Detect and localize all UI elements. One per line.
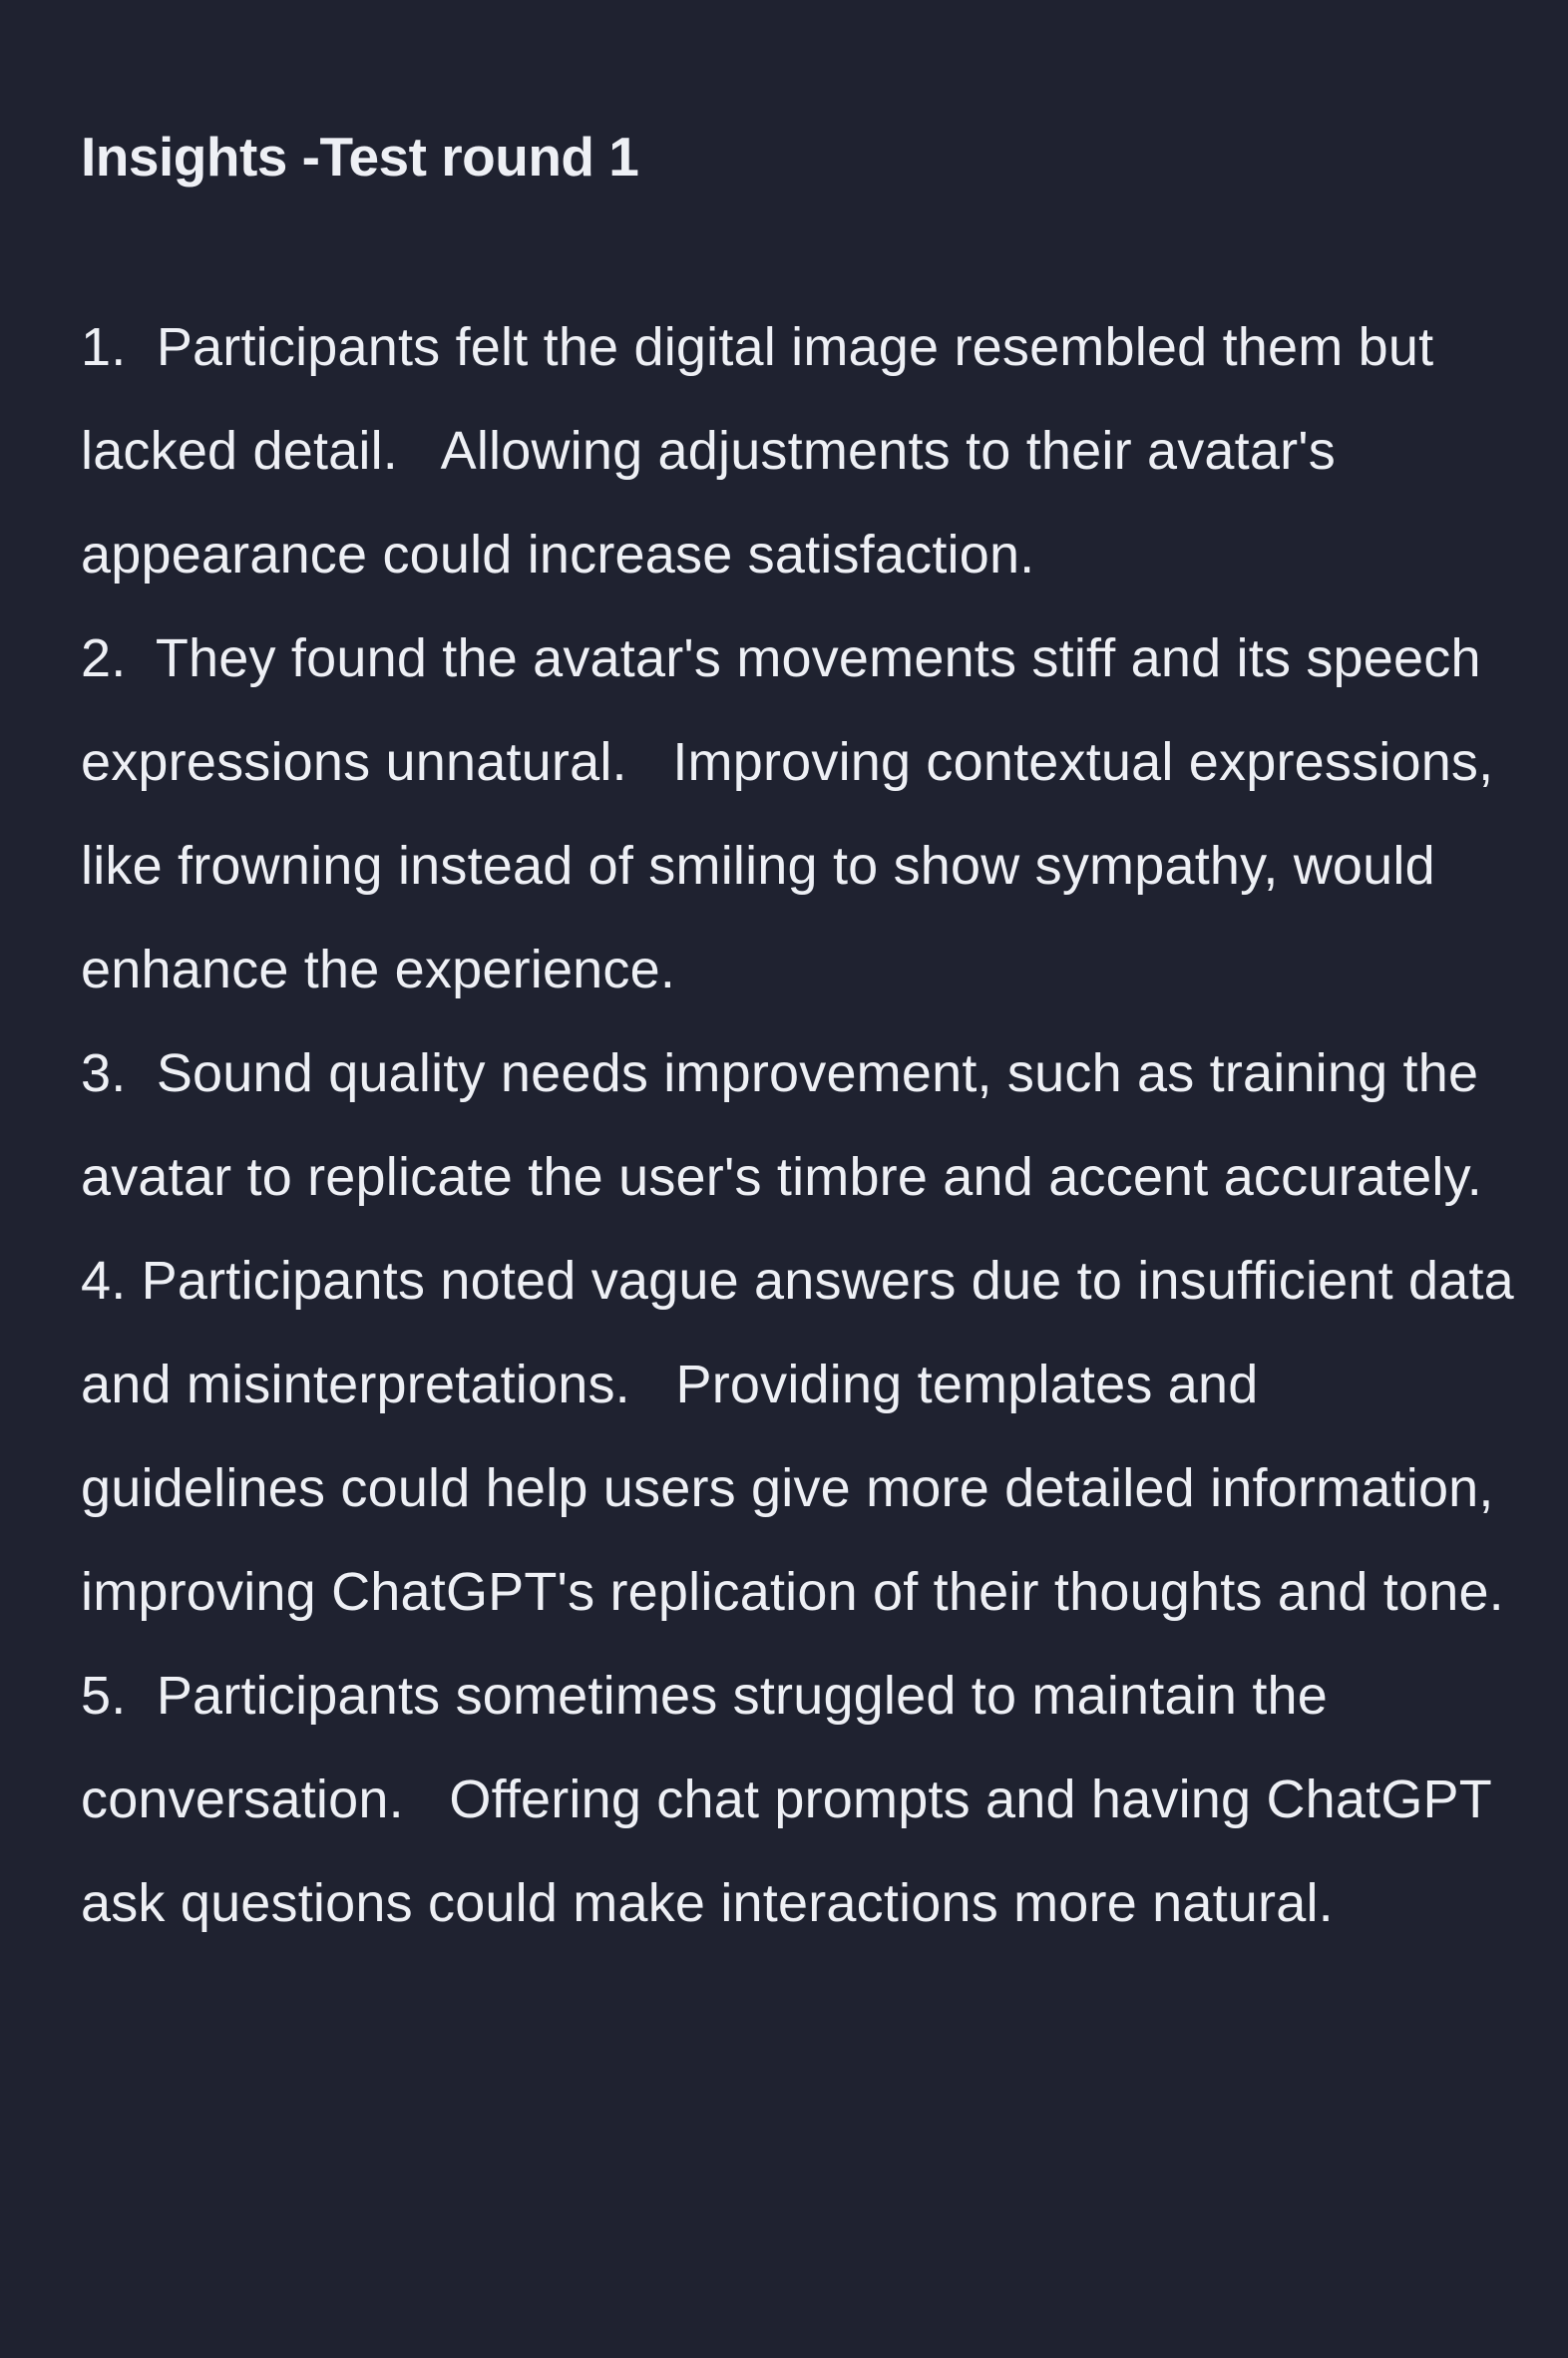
insights-list <box>81 295 1530 1955</box>
page-title: Insights -Test round 1 <box>81 126 639 188</box>
insight-item-4: 4. Participants noted vague answers due to insufficient data and misinterpretations. Providing templates and guidelines could help users give more detailed information, improving ChatGPT's replication of their thoughts and tone. <box>81 1251 1530 1622</box>
insight-item-5: 5. Participants sometimes struggled to maintain the conversation. Offering chat prompts and having ChatGPT ask questions could make interactions more natural. <box>81 1666 1507 1933</box>
insight-item-3: 3. Sound quality needs improvement, such as training the avatar to replicate the user's timbre and accent accurately. <box>81 1043 1494 1207</box>
insight-item-2: 2. They found the avatar's movements stiff and its speech expressions unnatural. Improving contextual expressions, like frowning instead of smiling to show sympathy, would enhance the experience. <box>81 628 1509 999</box>
insight-item-1: 1. Participants felt the digital image resembled them but lacked detail. Allowing adjustments to their avatar's appearance could increase satisfaction. <box>81 317 1449 585</box>
